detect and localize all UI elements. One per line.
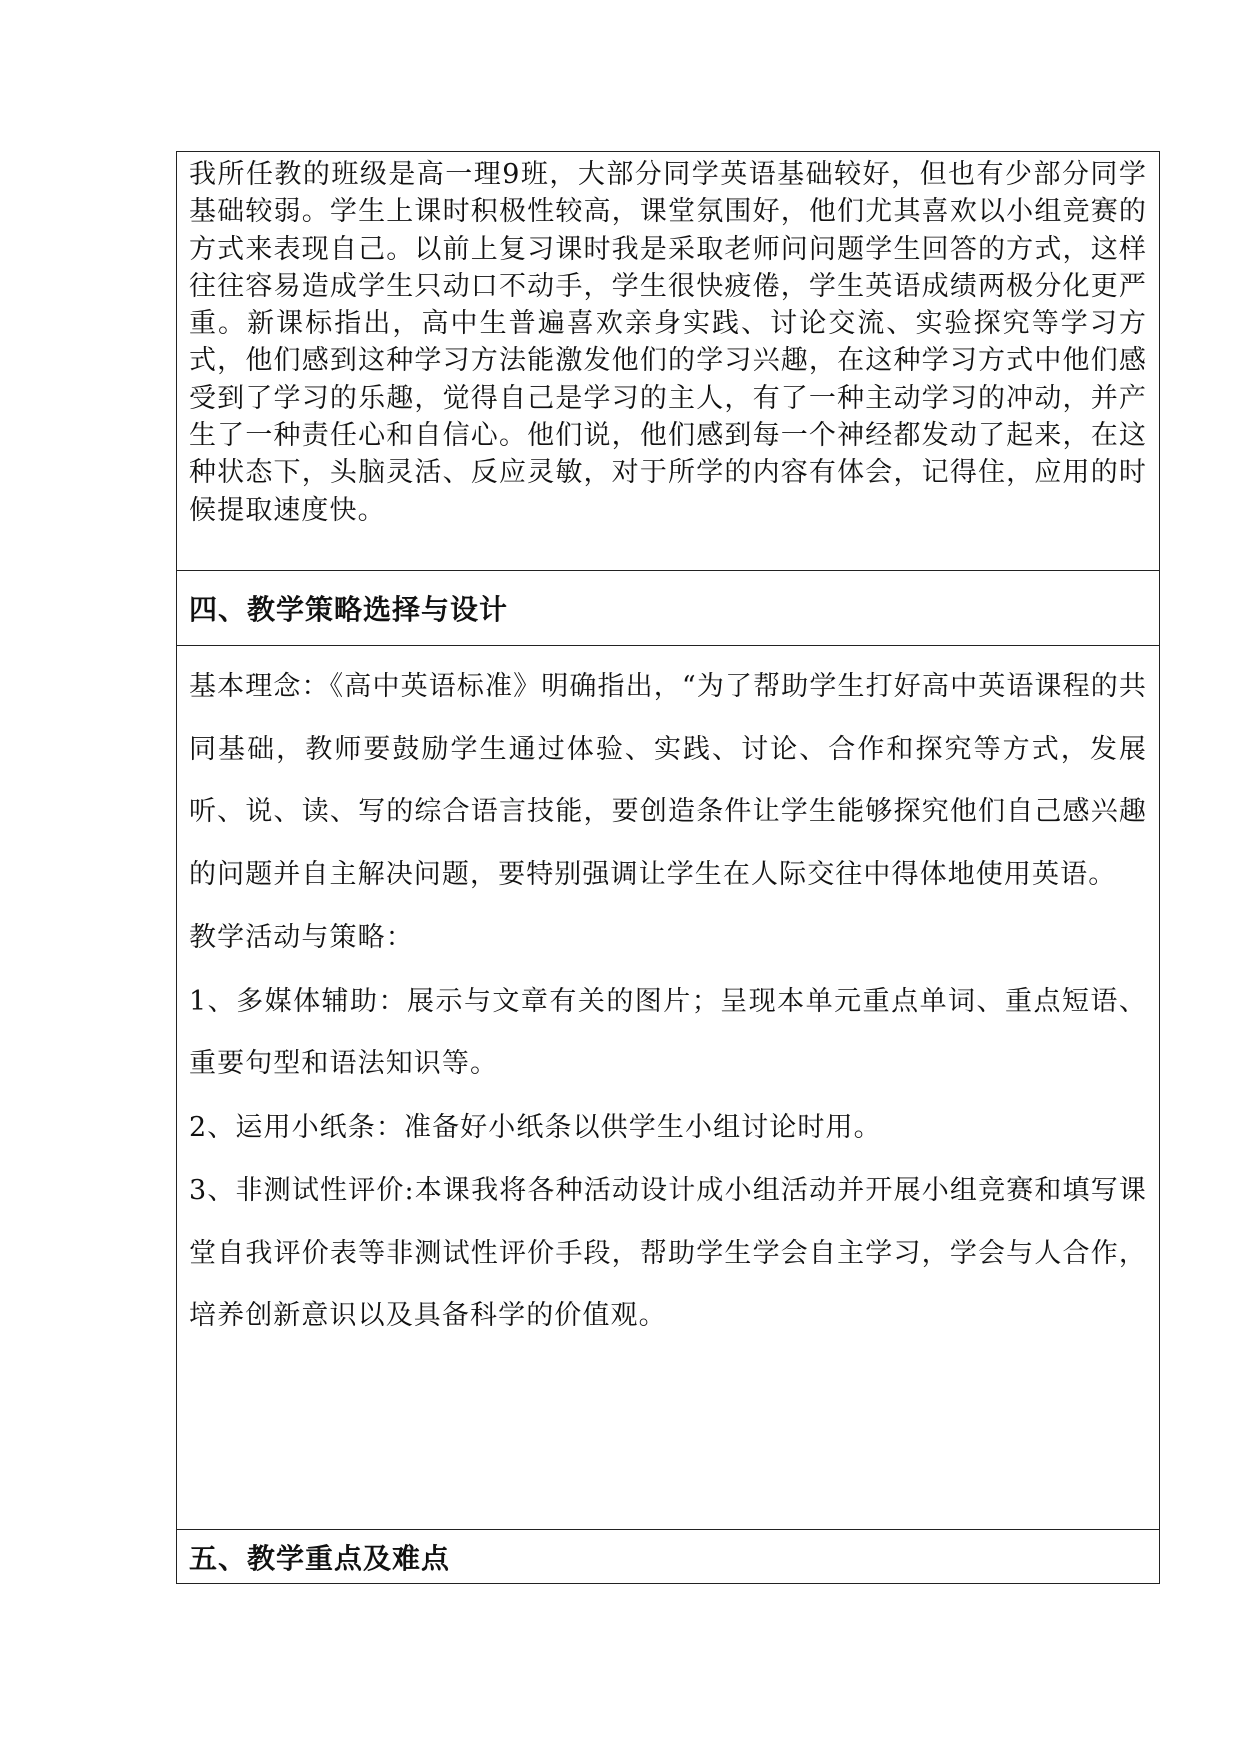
student-analysis-cell [177, 152, 1159, 571]
strategy-heading: 四、教学策略选择与设计 [189, 593, 509, 626]
strategy-heading-cell [177, 571, 1159, 646]
key-points-heading-cell [177, 1530, 1159, 1583]
key-points-heading: 五、教学重点及难点 [189, 1541, 451, 1575]
lesson-plan-table [176, 151, 1160, 1584]
strategy-item: 3、非测试性评价:本课我将各种活动设计成小组活动并开展小组竞赛和填写课堂自我评价表等非测试性评价手段，帮助学生学会自主学习，学会与人合作，培养创新意识以及具备科学的价值观。 [189, 1175, 1147, 1331]
student-analysis-text: 我所任教的班级是高一理9班，大部分同学英语基础较好，但也有少部分同学基础较弱。学生上课时积极性较高，课堂氛围好，他们尤其喜欢以小组竞赛的方式来表现自己。以前上复习课时我是采取老师问问题学生回答的方式，这样往往容易造成学生只动口不动手，学生很快疲倦，学生英语成绩两极分化更严重。新课标指出，高中生普遍喜欢亲身实践、讨论交流、实验探究等学习方式，他们感到这种学习方法能激发他们的学习兴趣，在这种学习方式中他们感受到了学习的乐趣，觉得自己是学习的主人，有了一种主动学习的冲动，并产生了一种责任心和自信心。他们说，他们感到每一个神经都发动了起来，在这种状态下，头脑灵活、反应灵敏，对于所学的内容有体会，记得住，应用的时候提取速度快。 [189, 159, 1147, 526]
strategy-body-cell [177, 646, 1159, 1530]
strategy-item: 1、多媒体辅助：展示与文章有关的图片；呈现本单元重点单词、重点短语、重要句型和语法知识等。 [189, 985, 1147, 1079]
activities-title: 教学活动与策略： [189, 922, 414, 953]
basic-concept-text: 基本理念：《高中英语标准》明确指出，“为了帮助学生打好高中英语课程的共同基础，教师要鼓励学生通过体验、实践、讨论、合作和探究等方式，发展听、说、读、写的综合语言技能，要创造条件让学生能够探究他们自己感兴趣的问题并自主解决问题，要特别强调让学生在人际交往中得体地使用英语。 [189, 671, 1147, 890]
strategy-item: 2、运用小纸条：准备好小纸条以供学生小组讨论时用。 [189, 1111, 882, 1143]
